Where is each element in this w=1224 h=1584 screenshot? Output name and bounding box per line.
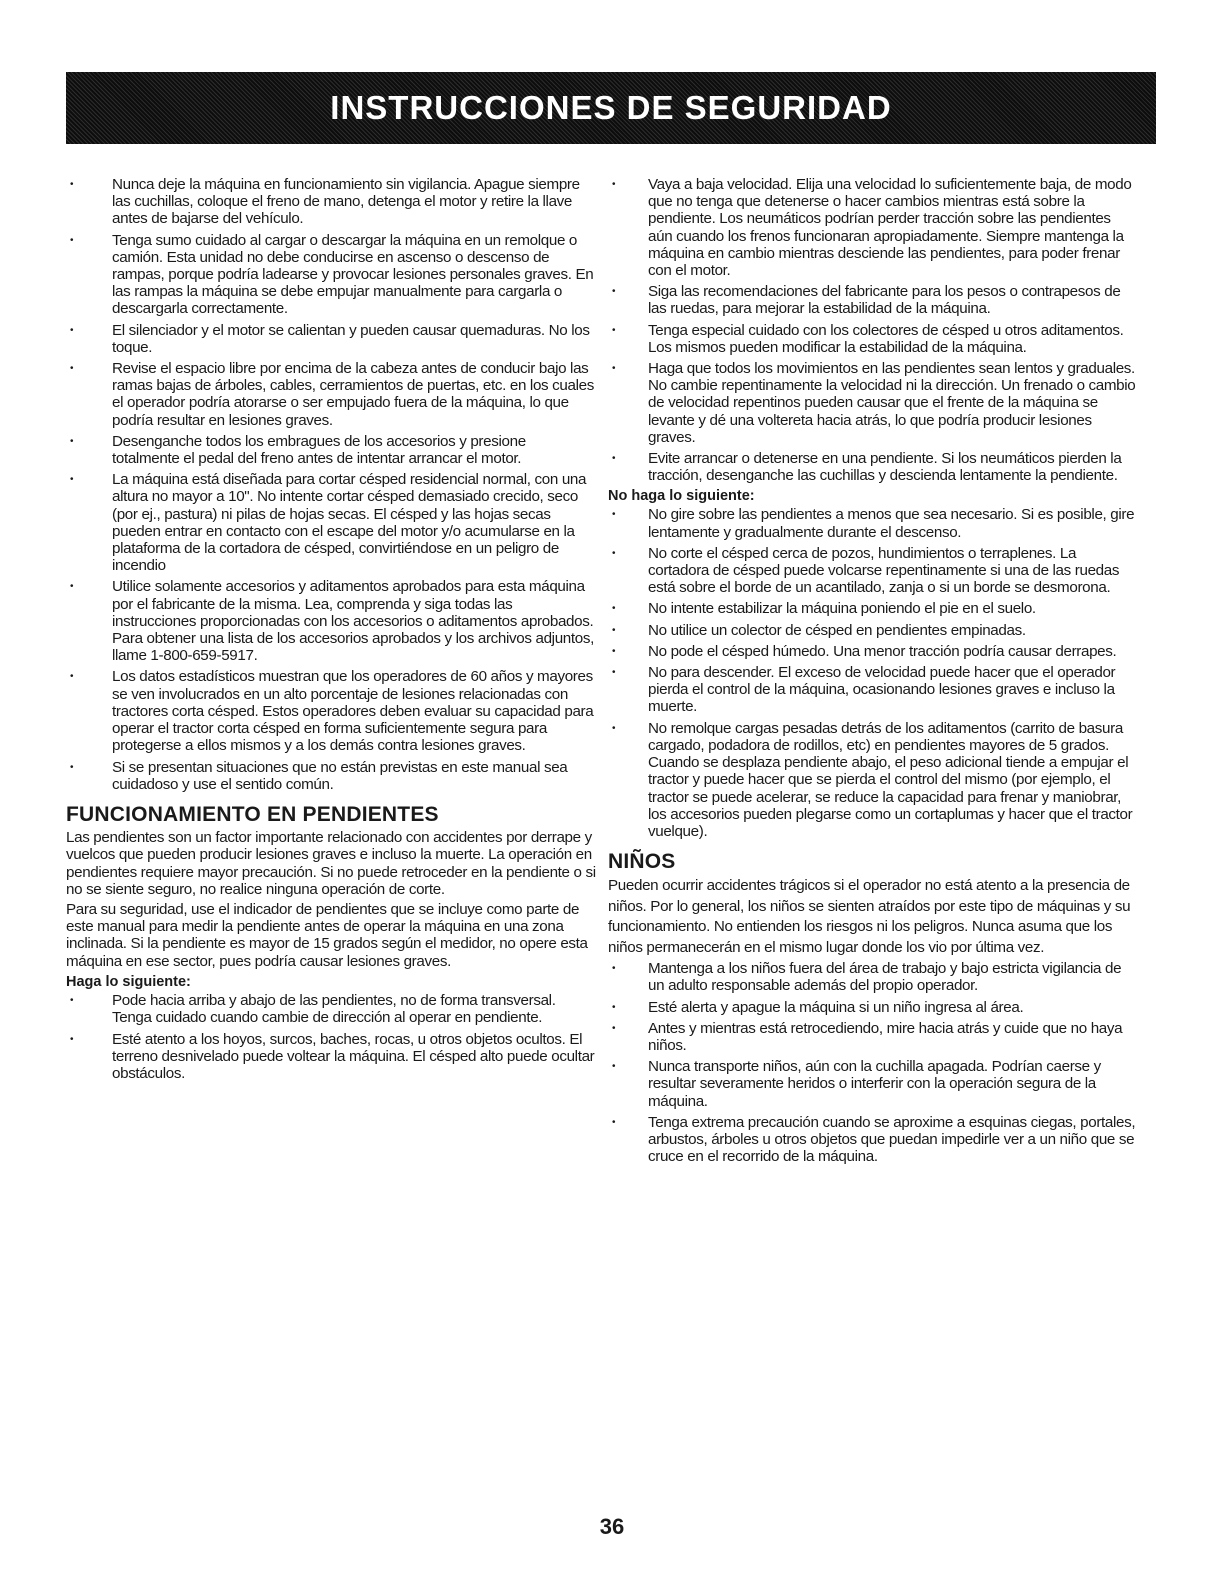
list-item: • No corte el césped cerca de pozos, hundimientos o terraplenes. La cortadora de césped puede volcarse repentinamente si una de las ruedas está sobre el borde de un acantilado, zanja o si un borde se desmorona. xyxy=(608,545,1138,597)
list-item: • No gire sobre las pendientes a menos que sea necesario. Si es posible, gire lentamente y gradualmente durante el descenso. xyxy=(608,506,1138,540)
slopes-paragraph: Las pendientes son un factor importante relacionado con accidentes por derrape y vuelcos que pueden producir lesiones graves e incluso la muerte. La operación en pendientes requiere mayor precaución. Si no puede retroceder en la pendiente o si no se siente seguro, no realice ninguna operación de corte. xyxy=(66,828,596,899)
slopes-section-title: FUNCIONAMIENTO EN PENDIENTES xyxy=(66,802,439,826)
list-item: • Los datos estadísticos muestran que los operadores de 60 años y mayores se ven involucrados en un alto porcentaje de lesiones relacionadas con tractores corta césped. Estos operadores deben evaluar su capacidad para operar el tractor corta césped en forma suficientemente segura para protegerse a ellos mismos y a los demás contra lesiones graves. xyxy=(66,668,596,754)
children-section-title: NIÑOS xyxy=(608,850,676,874)
list-item: • Si se presentan situaciones que no están previstas en este manual sea cuidadoso y use el sentido común. xyxy=(66,759,596,793)
list-item: • No pode el césped húmedo. Una menor tracción podría causar derrapes. xyxy=(608,643,1138,660)
list-item: • No intente estabilizar la máquina poniendo el pie en el suelo. xyxy=(608,600,1138,617)
list-item: • No para descender. El exceso de velocidad puede hacer que el operador pierda el control de la máquina, ocasionando lesiones graves e incluso la muerte. xyxy=(608,664,1138,716)
slopes-paragraph: Para su seguridad, use el indicador de pendientes que se incluye como parte de este manual para medir la pendiente antes de operar la máquina en una zona inclinada. Si la pendiente es mayor de 15 grados según el medidor, no opere esta máquina en ese sector, pues podría causar lesiones graves. xyxy=(66,900,588,970)
list-item: • No remolque cargas pesadas detrás de los aditamentos (carrito de basura cargado, podadora de rodillos, etc) en pendientes mayores de 5 grados. Cuando se desplaza pendiente abajo, el peso adicional tiende a empujar el tractor y puede hacer que se pierda el control del mismo (por ejemplo, el tractor se puede acelerar, se reduce la capacidad para frenar y maniobrar, los accesorios pueden plegarse como un cortaplumas y hacer que el tractor vuelque). xyxy=(608,720,1138,840)
children-bullet-list xyxy=(608,960,1138,1165)
slopes-bullet-list xyxy=(608,176,1138,484)
list-item: • Siga las recomendaciones del fabricante para los pesos o contrapesos de las ruedas, para mejorar la estabilidad de la máquina. xyxy=(608,283,1138,317)
list-item: • Esté alerta y apague la máquina si un niño ingresa al área. xyxy=(608,999,1138,1016)
list-item: • Utilice solamente accesorios y aditamentos aprobados para esta máquina por el fabricante de la misma. Lea, comprenda y siga todas las instrucciones proporcionadas con los accesorios o aditamentos aprobados. Para obtener una lista de los accesorios aprobados y los archivos adjuntos, llame 1-800-659-5917. xyxy=(66,578,596,664)
page-title: INSTRUCCIONES DE SEGURIDAD xyxy=(330,89,892,126)
do-bullet-list xyxy=(66,992,596,1082)
list-item: • Antes y mientras está retrocediendo, mire hacia atrás y cuide que no haya niños. xyxy=(608,1020,1138,1054)
list-item: • Evite arrancar o detenerse en una pendiente. Si los neumáticos pierden la tracción, desenganche las cuchillas y descienda lentamente la pendiente. xyxy=(608,450,1138,484)
list-item: • Mantenga a los niños fuera del área de trabajo y bajo estricta vigilancia de un adulto responsable además del propio operador. xyxy=(608,960,1138,994)
list-item: • No utilice un colector de césped en pendientes empinadas. xyxy=(608,622,1138,639)
list-item: • Haga que todos los movimientos en las pendientes sean lentos y graduales. No cambie repentinamente la velocidad ni la dirección. Un frenado o cambio de velocidad repentinos pueden causar que el frente de la máquina se levante y dé una voltereta hacia atrás, lo que podría producir lesiones graves. xyxy=(608,360,1138,446)
list-item: • Revise el espacio libre por encima de la cabeza antes de conducir bajo las ramas bajas de árboles, cables, cerramientos de puertas, etc. en los cuales el operador podría atorarse o ser empujado fuera de la máquina, lo que podría resultar en lesiones graves. xyxy=(66,360,596,429)
left-column xyxy=(66,176,596,1086)
list-item: • Pode hacia arriba y abajo de las pendientes, no de forma transversal. Tenga cuidado cuando cambie de dirección al operar en pendiente. xyxy=(66,992,596,1026)
list-item: • Nunca deje la máquina en funcionamiento sin vigilancia. Apague siempre las cuchillas, coloque el freno de mano, detenga el motor y retire la llave antes de bajarse del vehículo. xyxy=(66,176,596,228)
header-banner xyxy=(66,72,1156,144)
list-item: • Vaya a baja velocidad. Elija una velocidad lo suficientemente baja, de modo que no tenga que detenerse o hacer cambios mientras está sobre la pendiente. Los neumáticos podrían perder tracción sobre las pendientes aún cuando los frenos funcionaran apropiadamente. Siempre mantenga la máquina en cambio mientras desciende las pendientes, para poder frenar con el motor. xyxy=(608,176,1138,279)
list-item: • La máquina está diseñada para cortar césped residencial normal, con una altura no mayor a 10". No intente cortar césped demasiado crecido, seco (por ej., pastura) ni pilas de hojas secas. El césped y las hojas secas pueden entrar en contacto con el escape del motor y/o acumularse en la plataforma de la cortadora de césped, convirtiéndose en un peligro de incendio xyxy=(66,471,596,574)
dont-heading: No haga lo siguiente: xyxy=(608,488,755,505)
page-number: 36 xyxy=(599,1514,625,1539)
right-column xyxy=(608,176,1138,1169)
do-heading: Haga lo siguiente: xyxy=(66,974,191,991)
list-item: • Esté atento a los hoyos, surcos, baches, rocas, u otros objetos ocultos. El terreno desnivelado puede voltear la máquina. El césped alto puede ocultar obstáculos. xyxy=(66,1031,596,1083)
safety-bullet-list xyxy=(66,176,596,793)
children-paragraph: Pueden ocurrir accidentes trágicos si el operador no está atento a la presencia de niños. Por lo general, los niños se sienten atraídos por este tipo de máquinas y su funcionamiento. No entienden los riesgos ni los peligros. Nunca asuma que los niños permanecerán en el mismo lugar donde los vio por última vez. xyxy=(608,877,1131,956)
dont-bullet-list xyxy=(608,506,1138,840)
list-item: • Tenga sumo cuidado al cargar o descargar la máquina en un remolque o camión. Esta unidad no debe conducirse en ascenso o descenso de rampas, porque podría ladearse y provocar lesiones personales graves. En las rampas la máquina se debe empujar manualmente para cargarla o descargarla correctamente. xyxy=(66,232,596,318)
list-item: • El silenciador y el motor se calientan y pueden causar quemaduras. No los toque. xyxy=(66,322,596,356)
list-item: • Tenga especial cuidado con los colectores de césped u otros aditamentos. Los mismos pueden modificar la estabilidad de la máquina. xyxy=(608,322,1138,356)
list-item: • Nunca transporte niños, aún con la cuchilla apagada. Podrían caerse y resultar severamente heridos o interferir con la operación segura de la máquina. xyxy=(608,1058,1138,1110)
list-item: • Tenga extrema precaución cuando se aproxime a esquinas ciegas, portales, arbustos, árboles u otros objetos que puedan impedirle ver a un niño que se cruce en el recorrido de la máquina. xyxy=(608,1114,1138,1166)
list-item: • Desenganche todos los embragues de los accesorios y presione totalmente el pedal del freno antes de intentar arrancar el motor. xyxy=(66,433,596,467)
